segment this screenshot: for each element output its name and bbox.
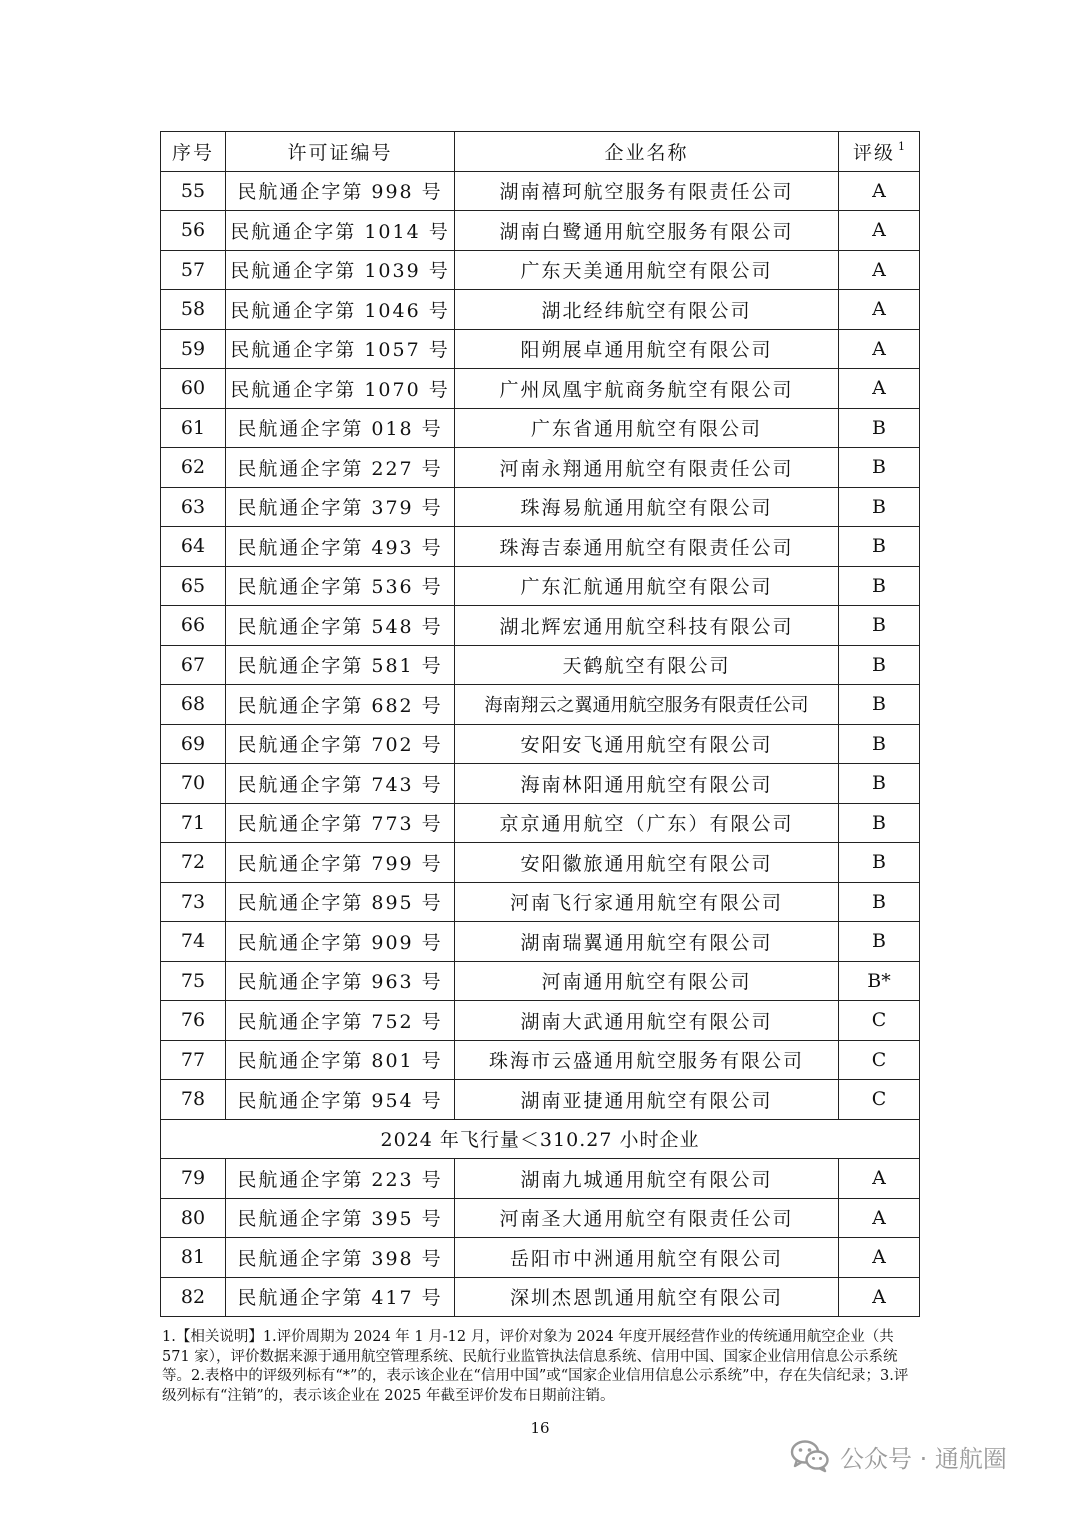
- cell-grade: A: [839, 369, 920, 409]
- cell-company: 湖南大武通用航空有限公司: [455, 1001, 839, 1041]
- cell-company: 珠海易航通用航空有限公司: [455, 487, 839, 527]
- cell-license: 民航通企字第 752 号: [226, 1001, 455, 1041]
- table-row: [161, 408, 920, 448]
- cell-seq: 68: [161, 685, 226, 725]
- cell-seq: 75: [161, 961, 226, 1001]
- table-row: [161, 448, 920, 488]
- cell-company: 广东省通用航空有限公司: [455, 408, 839, 448]
- table-row: [161, 882, 920, 922]
- table-row: [161, 606, 920, 646]
- table-row: [161, 1159, 920, 1199]
- cell-company: 安阳徽旅通用航空有限公司: [455, 843, 839, 883]
- table-row: [161, 803, 920, 843]
- wechat-icon: [790, 1439, 830, 1473]
- cell-company: 河南飞行家通用航空有限公司: [455, 882, 839, 922]
- cell-company: 海南林阳通用航空有限公司: [455, 764, 839, 804]
- cell-license: 民航通企字第 963 号: [226, 961, 455, 1001]
- cell-seq: 79: [161, 1159, 226, 1199]
- cell-seq: 69: [161, 724, 226, 764]
- cell-grade: A: [839, 329, 920, 369]
- table-row: [161, 566, 920, 606]
- table-row: [161, 922, 920, 962]
- table-row: [161, 171, 920, 211]
- cell-company: 湖南九城通用航空有限公司: [455, 1159, 839, 1199]
- enterprise-rating-table: [160, 131, 920, 1317]
- cell-license: 民航通企字第 1014 号: [226, 211, 455, 251]
- cell-grade: B: [839, 645, 920, 685]
- cell-license: 民航通企字第 493 号: [226, 527, 455, 567]
- cell-company: 广东天美通用航空有限公司: [455, 250, 839, 290]
- cell-license: 民航通企字第 227 号: [226, 448, 455, 488]
- watermark-text: 公众号 · 通航圈: [840, 1444, 1007, 1473]
- cell-company: 阳朔展卓通用航空有限公司: [455, 329, 839, 369]
- cell-seq: 56: [161, 211, 226, 251]
- header-grade-label: 评级: [852, 141, 895, 164]
- cell-license: 民航通企字第 682 号: [226, 685, 455, 725]
- table-row: [161, 487, 920, 527]
- cell-license: 民航通企字第 536 号: [226, 566, 455, 606]
- cell-grade: B: [839, 606, 920, 646]
- cell-seq: 60: [161, 369, 226, 409]
- cell-license: 民航通企字第 998 号: [226, 171, 455, 211]
- cell-company: 珠海市云盛通用航空服务有限公司: [455, 1040, 839, 1080]
- page-number: 16: [530, 1419, 550, 1437]
- cell-grade: B: [839, 448, 920, 488]
- cell-company: 广州凤凰宇航商务航空有限公司: [455, 369, 839, 409]
- table-row: [161, 1238, 920, 1278]
- cell-company: 湖南白鹭通用航空服务有限公司: [455, 211, 839, 251]
- header-license: 许可证编号: [226, 132, 455, 172]
- cell-grade: B: [839, 843, 920, 883]
- cell-grade: B: [839, 527, 920, 567]
- cell-grade: B: [839, 566, 920, 606]
- cell-company: 湖南亚捷通用航空有限公司: [455, 1080, 839, 1120]
- cell-grade: A: [839, 1159, 920, 1199]
- cell-grade: A: [839, 211, 920, 251]
- table-row: [161, 290, 920, 330]
- cell-grade: B: [839, 803, 920, 843]
- cell-grade: C: [839, 1001, 920, 1041]
- table-row: [161, 369, 920, 409]
- header-grade: [839, 132, 920, 172]
- cell-seq: 72: [161, 843, 226, 883]
- cell-grade: C: [839, 1040, 920, 1080]
- watermark: [790, 1434, 1007, 1478]
- cell-company: 广东汇航通用航空有限公司: [455, 566, 839, 606]
- cell-license: 民航通企字第 379 号: [226, 487, 455, 527]
- cell-license: 民航通企字第 018 号: [226, 408, 455, 448]
- cell-grade: B: [839, 408, 920, 448]
- cell-company: 湖北经纬航空有限公司: [455, 290, 839, 330]
- cell-seq: 65: [161, 566, 226, 606]
- cell-grade: A: [839, 1198, 920, 1238]
- cell-license: 民航通企字第 581 号: [226, 645, 455, 685]
- table-row: [161, 211, 920, 251]
- cell-license: 民航通企字第 1057 号: [226, 329, 455, 369]
- header-grade-footnote-marker: 1: [898, 139, 905, 153]
- cell-seq: 70: [161, 764, 226, 804]
- table-row: [161, 1001, 920, 1041]
- cell-seq: 77: [161, 1040, 226, 1080]
- cell-grade: B: [839, 487, 920, 527]
- cell-license: 民航通企字第 1046 号: [226, 290, 455, 330]
- cell-company: 海南翔云之翼通用航空服务有限责任公司: [455, 685, 839, 725]
- cell-company: 天鹤航空有限公司: [455, 645, 839, 685]
- table-row: [161, 1080, 920, 1120]
- cell-license: 民航通企字第 1039 号: [226, 250, 455, 290]
- cell-company: 湖北辉宏通用航空科技有限公司: [455, 606, 839, 646]
- cell-grade: B: [839, 882, 920, 922]
- cell-seq: 80: [161, 1198, 226, 1238]
- cell-grade: B: [839, 685, 920, 725]
- cell-seq: 62: [161, 448, 226, 488]
- cell-grade: A: [839, 1238, 920, 1278]
- cell-seq: 58: [161, 290, 226, 330]
- cell-grade: B*: [839, 961, 920, 1001]
- table-row: [161, 645, 920, 685]
- cell-seq: 78: [161, 1080, 226, 1120]
- cell-grade: C: [839, 1080, 920, 1120]
- cell-seq: 64: [161, 527, 226, 567]
- cell-license: 民航通企字第 895 号: [226, 882, 455, 922]
- table-row: [161, 329, 920, 369]
- footnote: 1.【相关说明】1.评价周期为 2024 年 1 月-12 月，评价对象为 2024 年度开展经营作业的传统通用航空企业（共 571 家），评价数据来源于通用航空管理系统、民航行业监管执法信息系统、信用中国、国家企业信用信息公示系统等。2.表格中的评级列标有“*”的，表示该企业在“信用中国”或“国家企业信用信息公示系统”中，存在失信纪录；3.评级列标有“注销”的，表示该企业在 2025 年截至评价发布日期前注销。: [162, 1329, 909, 1404]
- cell-grade: B: [839, 764, 920, 804]
- cell-company: 河南圣大通用航空有限责任公司: [455, 1198, 839, 1238]
- cell-grade: A: [839, 171, 920, 211]
- cell-company: 珠海吉泰通用航空有限责任公司: [455, 527, 839, 567]
- cell-company: 岳阳市中洲通用航空有限公司: [455, 1238, 839, 1278]
- cell-license: 民航通企字第 954 号: [226, 1080, 455, 1120]
- cell-seq: 57: [161, 250, 226, 290]
- cell-license: 民航通企字第 223 号: [226, 1159, 455, 1199]
- cell-license: 民航通企字第 702 号: [226, 724, 455, 764]
- section-label: 2024 年飞行量＜310.27 小时企业: [161, 1119, 920, 1159]
- section-row: [161, 1119, 920, 1159]
- cell-grade: A: [839, 250, 920, 290]
- cell-seq: 73: [161, 882, 226, 922]
- table-row: [161, 527, 920, 567]
- table-row: [161, 250, 920, 290]
- cell-seq: 71: [161, 803, 226, 843]
- table-row: [161, 685, 920, 725]
- cell-company: 河南永翔通用航空有限责任公司: [455, 448, 839, 488]
- cell-seq: 61: [161, 408, 226, 448]
- cell-license: 民航通企字第 417 号: [226, 1277, 455, 1317]
- cell-grade: B: [839, 724, 920, 764]
- cell-company: 深圳杰恩凯通用航空有限公司: [455, 1277, 839, 1317]
- cell-seq: 63: [161, 487, 226, 527]
- cell-seq: 82: [161, 1277, 226, 1317]
- cell-license: 民航通企字第 1070 号: [226, 369, 455, 409]
- cell-grade: B: [839, 922, 920, 962]
- cell-license: 民航通企字第 743 号: [226, 764, 455, 804]
- header-seq: 序号: [161, 132, 226, 172]
- header-company: 企业名称: [455, 132, 839, 172]
- cell-seq: 66: [161, 606, 226, 646]
- table-row: [161, 1040, 920, 1080]
- cell-license: 民航通企字第 398 号: [226, 1238, 455, 1278]
- cell-company: 河南通用航空有限公司: [455, 961, 839, 1001]
- cell-grade: A: [839, 290, 920, 330]
- table-row: [161, 843, 920, 883]
- cell-license: 民航通企字第 801 号: [226, 1040, 455, 1080]
- cell-company: 湖南禧珂航空服务有限责任公司: [455, 171, 839, 211]
- cell-seq: 67: [161, 645, 226, 685]
- cell-license: 民航通企字第 799 号: [226, 843, 455, 883]
- table-row: [161, 764, 920, 804]
- cell-seq: 76: [161, 1001, 226, 1041]
- table-row: [161, 1277, 920, 1317]
- cell-seq: 55: [161, 171, 226, 211]
- cell-license: 民航通企字第 548 号: [226, 606, 455, 646]
- cell-license: 民航通企字第 909 号: [226, 922, 455, 962]
- header-row: [161, 132, 920, 172]
- cell-seq: 59: [161, 329, 226, 369]
- cell-grade: A: [839, 1277, 920, 1317]
- cell-company: 安阳安飞通用航空有限公司: [455, 724, 839, 764]
- cell-seq: 74: [161, 922, 226, 962]
- cell-company: 京京通用航空（广东）有限公司: [455, 803, 839, 843]
- cell-seq: 81: [161, 1238, 226, 1278]
- cell-license: 民航通企字第 773 号: [226, 803, 455, 843]
- table-row: [161, 1198, 920, 1238]
- cell-company: 湖南瑞翼通用航空有限公司: [455, 922, 839, 962]
- cell-license: 民航通企字第 395 号: [226, 1198, 455, 1238]
- table-row: [161, 724, 920, 764]
- table-row: [161, 961, 920, 1001]
